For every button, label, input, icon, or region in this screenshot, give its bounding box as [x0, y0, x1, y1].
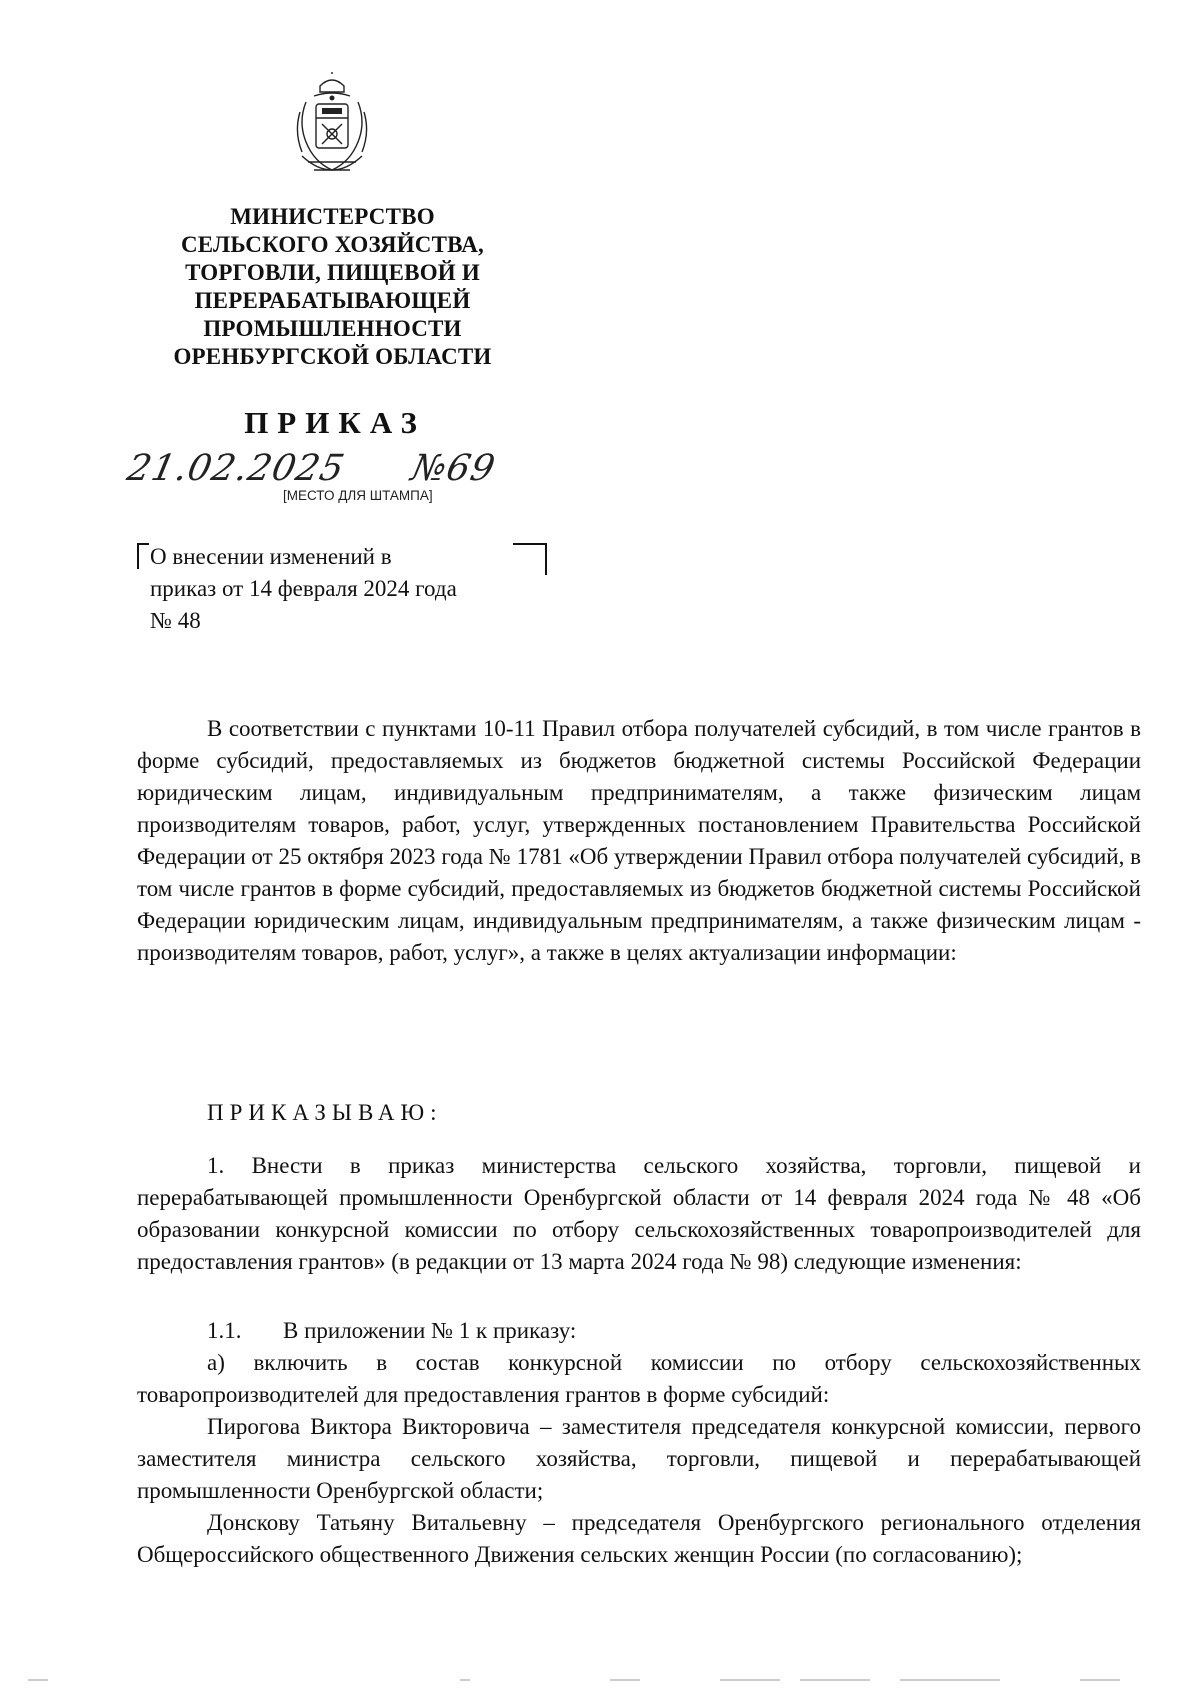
ministry-line: ОРЕНБУРГСКОЙ ОБЛАСТИ [173, 344, 492, 369]
ministry-line: СЕЛЬСКОГО ХОЗЯЙСТВА, [180, 232, 485, 257]
person-2-text: Донскову Татьяну Витальевну – председателя Оренбургского регионального отделения Общероссийского общественного Движения сельских женщин России (по согласованию); [137, 1510, 1141, 1567]
preamble-text: В соответствии с пунктами 10-11 Правил отбора получателей субсидий, в том числе грантов в форме субсидий, предоставляемых из бюджетов бюджетной системы Российской Федерации юридическим лицам, индивидуальным предпринимателям, а также физическим лицам производителям товаров, работ, услуг, утвержденных постановлением Правительства Российской Федерации от 25 октября 2023 года № 1781 «Об утверждении Правил отбора получателей субсидий, в том числе грантов в форме субсидий, предоставляемых из бюджетов бюджетной системы Российской Федерации юридическим лицам, индивидуальным предпринимателям, а также физическим лицам - производителям товаров, работ, услуг», а также в целях актуализации информации: [137, 716, 1141, 965]
document-subject [150, 541, 457, 637]
ministry-line: МИНИСТЕРСТВО [230, 204, 435, 229]
ministry-line: ТОРГОВЛИ, ПИЩЕВОЙ И [185, 260, 480, 285]
item-1-1-number: 1.1. [207, 1318, 242, 1343]
ministry-name [150, 203, 515, 371]
scan-noise-marks [0, 1676, 1200, 1684]
ministry-line: ПРОМЫШЛЕННОСТИ [203, 316, 462, 341]
item-1-1-heading [137, 1315, 1141, 1347]
handwritten-date: 21.02.2025 [123, 448, 349, 489]
coat-of-arms-icon [292, 72, 372, 184]
ministry-line: ПЕРЕРАБАТЫВАЮЩЕЙ [194, 288, 471, 313]
item-1-1-text: В приложении № 1 к приказу: [283, 1318, 577, 1343]
subject-bracket-left [137, 543, 149, 569]
subject-bracket-right [513, 543, 547, 575]
item-a-text: а) включить в состав конкурсной комиссии по отбору сельскохозяйственных товаропроизводителей для предоставления грантов в форме субсидий: [137, 1350, 1141, 1407]
item-1-1-section [137, 1315, 1141, 1571]
stamp-placeholder: [МЕСТО ДЛЯ ШТАМПА] [283, 488, 433, 503]
person-1-text: Пирогова Виктора Викторовича – заместителя председателя конкурсной комиссии, первого заместителя министра сельского хозяйства, торговли, пищевой и перерабатывающей промышленности Оренбургской области; [137, 1414, 1141, 1503]
item-1-text: 1. Внести в приказ министерства сельского хозяйства, торговли, пищевой и перерабатывающей промышленности Оренбургской области от 14 февраля 2024 года № 48 «Об образовании конкурсной комиссии по отбору сельскохозяйственных товаропроизводителей для предоставления грантов» (в редакции от 13 марта 2024 года № 98) следующие изменения: [137, 1153, 1141, 1274]
subject-line: О внесении изменений в [150, 544, 392, 569]
order-directive: ПРИКАЗЫВАЮ: [207, 1100, 443, 1125]
subject-line: приказ от 14 февраля 2024 года [150, 576, 457, 601]
handwritten-number: №69 [407, 448, 500, 489]
preamble-paragraph [137, 713, 1141, 969]
document-type-title: ПРИКАЗ [244, 405, 426, 440]
item-1-paragraph [137, 1150, 1141, 1278]
subject-line: № 48 [150, 608, 201, 633]
